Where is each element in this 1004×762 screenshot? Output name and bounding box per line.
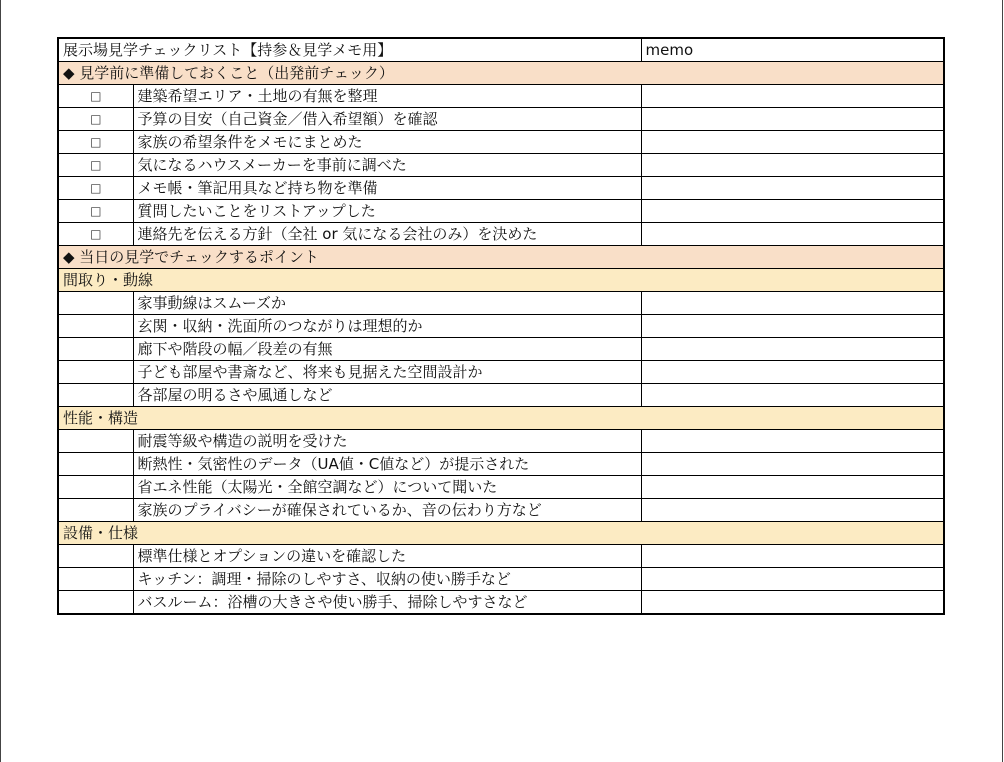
- check-cell[interactable]: [58, 384, 133, 407]
- category-row: [58, 407, 944, 430]
- checklist-table: [57, 37, 945, 615]
- checklist-item: 質問したいことをリストアップした: [133, 200, 641, 223]
- checklist-row: [58, 545, 944, 568]
- checklist-item: 廊下や階段の幅／段差の有無: [133, 338, 641, 361]
- memo-cell[interactable]: [641, 499, 944, 522]
- checkbox[interactable]: □: [58, 223, 133, 246]
- checklist-item: バスルーム：浴槽の大きさや使い勝手、掃除しやすさなど: [133, 591, 641, 615]
- checklist-item: 連絡先を伝える方針（全社 or 気になる会社のみ）を決めた: [133, 223, 641, 246]
- section-title: ◆ 当日の見学でチェックするポイント: [58, 246, 944, 269]
- checklist-item: キッチン：調理・掃除のしやすさ、収納の使い勝手など: [133, 568, 641, 591]
- check-cell[interactable]: [58, 292, 133, 315]
- memo-cell[interactable]: [641, 453, 944, 476]
- memo-cell[interactable]: [641, 85, 944, 108]
- memo-cell[interactable]: [641, 108, 944, 131]
- check-cell[interactable]: [58, 361, 133, 384]
- checklist-row: [58, 453, 944, 476]
- checklist-row: [58, 315, 944, 338]
- page-edge-left: [0, 0, 1, 762]
- checklist-item: 標準仕様とオプションの違いを確認した: [133, 545, 641, 568]
- section-row: [58, 62, 944, 85]
- checklist-row: [58, 338, 944, 361]
- checklist-row: [58, 568, 944, 591]
- checklist-row: [58, 154, 944, 177]
- checklist-row: [58, 591, 944, 615]
- memo-cell[interactable]: [641, 338, 944, 361]
- checklist-item: 断熱性・気密性のデータ（UA値・C値など）が提示された: [133, 453, 641, 476]
- checklist-item: 建築希望エリア・土地の有無を整理: [133, 85, 641, 108]
- memo-cell[interactable]: [641, 545, 944, 568]
- check-cell[interactable]: [58, 545, 133, 568]
- check-cell[interactable]: [58, 315, 133, 338]
- checkbox[interactable]: □: [58, 177, 133, 200]
- checklist-item: 家事動線はスムーズか: [133, 292, 641, 315]
- memo-cell[interactable]: [641, 430, 944, 453]
- checklist-row: [58, 476, 944, 499]
- checklist-row: [58, 200, 944, 223]
- checklist-item: 耐震等級や構造の説明を受けた: [133, 430, 641, 453]
- category-title: 間取り・動線: [58, 269, 944, 292]
- checklist-title: 展示場見学チェックリスト【持参＆見学メモ用】: [58, 38, 641, 62]
- checklist-item: 家族の希望条件をメモにまとめた: [133, 131, 641, 154]
- check-cell[interactable]: [58, 430, 133, 453]
- checklist-row: [58, 223, 944, 246]
- category-title: 設備・仕様: [58, 522, 944, 545]
- memo-cell[interactable]: [641, 568, 944, 591]
- memo-cell[interactable]: [641, 177, 944, 200]
- checklist-item: 玄関・収納・洗面所のつながりは理想的か: [133, 315, 641, 338]
- checkbox[interactable]: □: [58, 200, 133, 223]
- memo-cell[interactable]: [641, 315, 944, 338]
- header-row: [58, 38, 944, 62]
- memo-cell[interactable]: [641, 154, 944, 177]
- memo-cell[interactable]: [641, 200, 944, 223]
- category-row: [58, 522, 944, 545]
- check-cell[interactable]: [58, 338, 133, 361]
- check-cell[interactable]: [58, 499, 133, 522]
- checklist-item: 各部屋の明るさや風通しなど: [133, 384, 641, 407]
- checklist-item: 気になるハウスメーカーを事前に調べた: [133, 154, 641, 177]
- memo-cell[interactable]: [641, 361, 944, 384]
- checkbox[interactable]: □: [58, 154, 133, 177]
- checklist-row: [58, 108, 944, 131]
- checkbox[interactable]: □: [58, 131, 133, 154]
- checklist-item: メモ帳・筆記用具など持ち物を準備: [133, 177, 641, 200]
- checklist-row: [58, 177, 944, 200]
- checklist-row: [58, 292, 944, 315]
- checklist-item: 予算の目安（自己資金／借入希望額）を確認: [133, 108, 641, 131]
- check-cell[interactable]: [58, 591, 133, 615]
- checklist-row: [58, 131, 944, 154]
- section-row: [58, 246, 944, 269]
- category-row: [58, 269, 944, 292]
- check-cell[interactable]: [58, 476, 133, 499]
- category-title: 性能・構造: [58, 407, 944, 430]
- checklist-row: [58, 361, 944, 384]
- checkbox[interactable]: □: [58, 85, 133, 108]
- page-edge-right: [1002, 0, 1003, 762]
- checklist-item: 省エネ性能（太陽光・全館空調など）について聞いた: [133, 476, 641, 499]
- memo-cell[interactable]: [641, 131, 944, 154]
- memo-header: memo: [641, 38, 944, 62]
- checklist-item: 家族のプライバシーが確保されているか、音の伝わり方など: [133, 499, 641, 522]
- checklist-row: [58, 384, 944, 407]
- memo-cell[interactable]: [641, 223, 944, 246]
- checklist-row: [58, 430, 944, 453]
- section-title: ◆ 見学前に準備しておくこと（出発前チェック）: [58, 62, 944, 85]
- memo-cell[interactable]: [641, 591, 944, 615]
- memo-cell[interactable]: [641, 476, 944, 499]
- memo-cell[interactable]: [641, 292, 944, 315]
- checkbox[interactable]: □: [58, 108, 133, 131]
- memo-cell[interactable]: [641, 384, 944, 407]
- checklist-item: 子ども部屋や書斎など、将来も見据えた空間設計か: [133, 361, 641, 384]
- checklist-row: [58, 499, 944, 522]
- check-cell[interactable]: [58, 568, 133, 591]
- check-cell[interactable]: [58, 453, 133, 476]
- checklist-row: [58, 85, 944, 108]
